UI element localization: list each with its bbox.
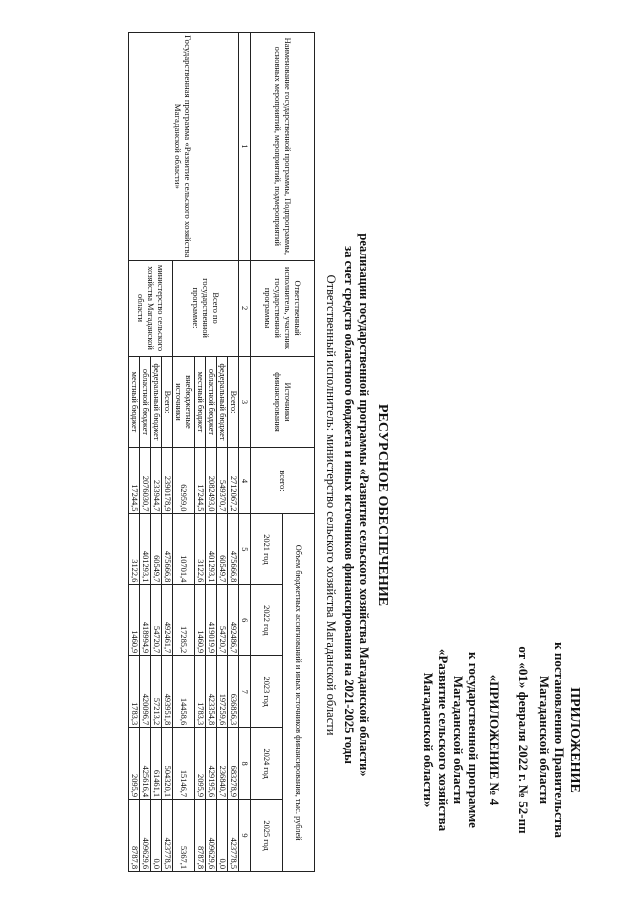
value-cell: 3122,6 — [129, 514, 140, 585]
value-cell: 475666,8 — [228, 514, 239, 585]
appendix-to-resolution-line2: Магаданской области — [537, 675, 552, 805]
value-cell: 636856,3 — [228, 656, 239, 728]
total-cell: 549370,7 — [217, 448, 228, 514]
title-line1: реализации государственной программы «Развитие сельского хозяйства Магаданской области» — [357, 233, 371, 777]
value-cell: 429195,6 — [206, 728, 217, 800]
value-cell: 54720,7 — [151, 585, 162, 656]
value-cell: 420096,7 — [140, 656, 151, 728]
col-number: 6 — [239, 585, 251, 656]
col-number: 8 — [239, 728, 251, 800]
appendix-to-program-line2: Магаданской области — [451, 675, 466, 805]
header-year-2023: 2023 год — [251, 656, 283, 728]
header-year-2022: 2022 год — [251, 585, 283, 656]
appendix-to-program-line4: Магаданской области» — [421, 672, 436, 808]
col-number: 1 — [239, 33, 251, 261]
responsible-executor: Ответственный исполнитель: министерство сельского хозяйства Магаданской области — [324, 274, 338, 736]
col-number: 9 — [239, 800, 251, 872]
value-cell: 1783,3 — [195, 656, 206, 728]
value-cell: 3122,6 — [195, 514, 206, 585]
source-cell: федеральный бюджет — [217, 356, 228, 448]
program-name-cell: Государственная программа «Развитие сельского хозяйства Магаданской области» — [129, 33, 239, 261]
value-cell: 17285,2 — [173, 585, 195, 656]
total-cell: 2076030,7 — [140, 448, 151, 514]
value-cell: 1783,3 — [129, 656, 140, 728]
header-year-2024: 2024 год — [251, 728, 283, 800]
value-cell: 423778,5 — [228, 800, 239, 872]
header-executor: Ответственный исполнитель, участник государственной программы — [251, 260, 315, 356]
source-cell: местный бюджет — [129, 356, 140, 448]
source-cell: областной бюджет — [140, 356, 151, 448]
value-cell: 401293,1 — [140, 514, 151, 585]
document-title — [341, 200, 390, 810]
value-cell: 2095,9 — [129, 728, 140, 800]
source-cell: областной бюджет — [206, 356, 217, 448]
header-source: Источники финансирования — [251, 356, 315, 448]
value-cell: 423778,5 — [162, 800, 173, 872]
col-number: 2 — [239, 260, 251, 356]
value-cell: 8787,8 — [129, 800, 140, 872]
col-number: 5 — [239, 514, 251, 585]
source-cell: местный бюджет — [195, 356, 206, 448]
resolution-date: от «01» февраля 2022 г. № 52-пп — [516, 646, 531, 834]
appendix-to-resolution-line1: к постановлению Правительства — [552, 642, 567, 838]
value-cell: 475666,8 — [162, 514, 173, 585]
value-cell: 492486,7 — [228, 585, 239, 656]
value-cell: 423354,8 — [206, 656, 217, 728]
value-cell: 401293,1 — [206, 514, 217, 585]
col-number: 7 — [239, 656, 251, 728]
value-cell: 5367,1 — [173, 800, 195, 872]
group-executor-ministry: министерство сельского хозяйства Магаданской области — [129, 260, 173, 356]
source-cell: федеральный бюджет — [151, 356, 162, 448]
value-cell: 683278,9 — [228, 728, 239, 800]
total-cell: 17244,5 — [195, 448, 206, 514]
col-number: 3 — [239, 356, 251, 448]
appendix-to-program-line1: к государственной программе — [466, 652, 481, 828]
appendix-number: «ПРИЛОЖЕНИЕ № 4 — [487, 674, 502, 806]
value-cell: 1460,9 — [129, 585, 140, 656]
value-cell: 425616,4 — [140, 728, 151, 800]
table-row — [228, 33, 239, 872]
total-cell: 2712067,2 — [228, 448, 239, 514]
value-cell: 493951,8 — [162, 656, 173, 728]
appendix-header — [421, 590, 582, 890]
total-cell: 62959,0 — [173, 448, 195, 514]
header-year-2025: 2025 год — [251, 800, 283, 872]
col-number: 4 — [239, 448, 251, 514]
source-cell: внебюджетные источники — [173, 356, 195, 448]
value-cell: 409629,6 — [140, 800, 151, 872]
source-cell: Всего: — [228, 356, 239, 448]
total-cell: 2082493,0 — [206, 448, 217, 514]
header-total: всего: — [251, 448, 315, 514]
value-cell: 2095,9 — [195, 728, 206, 800]
group-executor-total: Всего по государственной программе: — [173, 260, 239, 356]
value-cell: 504320,1 — [162, 728, 173, 800]
header-year-2021: 2021 год — [251, 514, 283, 585]
header-name: Наименование государственной программы, Подпрограммы, основных мероприятий, мероприятий, подмероприятий — [251, 33, 315, 261]
source-cell: Всего: — [162, 356, 173, 448]
value-cell: 197259,6 — [217, 656, 228, 728]
header-funding-group: Объем бюджетных ассигнований и иных источников финансирования, тыс. рублей — [283, 514, 315, 872]
title-main: РЕСУРСНОЕ ОБЕСПЕЧЕНИЕ — [375, 403, 390, 607]
value-cell: 60549,7 — [217, 514, 228, 585]
value-cell: 10701,4 — [173, 514, 195, 585]
value-cell: 1460,9 — [195, 585, 206, 656]
appendix-label: ПРИЛОЖЕНИЕ — [567, 687, 582, 793]
value-cell: 0,0 — [151, 800, 162, 872]
value-cell: 236840,7 — [217, 728, 228, 800]
title-line2: за счет средств областного бюджета и иных источников финансирования на 2021-2025 годы — [342, 246, 356, 764]
value-cell: 0,0 — [217, 800, 228, 872]
value-cell: 57213,2 — [151, 656, 162, 728]
value-cell: 492461,7 — [162, 585, 173, 656]
value-cell: 15146,7 — [173, 728, 195, 800]
appendix-to-program-line3: «Развитие сельского хозяйства — [436, 648, 451, 832]
value-cell: 61461,1 — [151, 728, 162, 800]
value-cell: 54720,7 — [217, 585, 228, 656]
value-cell: 8787,8 — [195, 800, 206, 872]
total-cell: 17244,5 — [129, 448, 140, 514]
value-cell: 419019,9 — [206, 585, 217, 656]
value-cell: 409629,6 — [206, 800, 217, 872]
total-cell: 2390178,9 — [162, 448, 173, 514]
resource-table — [128, 32, 315, 872]
value-cell: 60549,7 — [151, 514, 162, 585]
total-cell: 233944,7 — [151, 448, 162, 514]
value-cell: 14458,6 — [173, 656, 195, 728]
value-cell: 418994,9 — [140, 585, 151, 656]
